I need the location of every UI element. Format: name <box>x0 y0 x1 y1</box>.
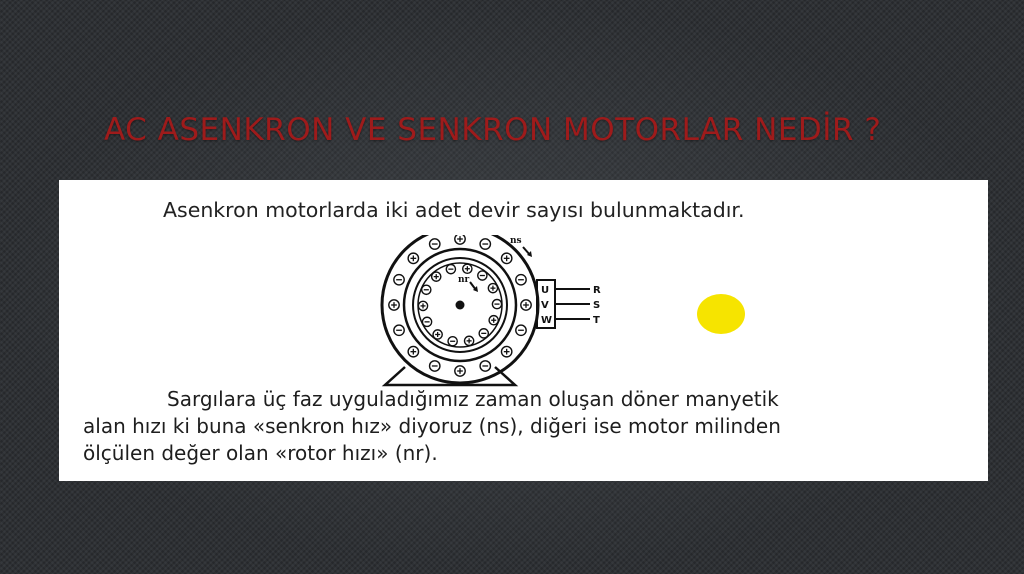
motor-diagram-svg <box>365 235 625 390</box>
content-panel <box>59 180 988 481</box>
phase-t-label: T <box>593 315 600 326</box>
terminal-u-label: U <box>541 285 550 296</box>
body-line-2: alan hızı ki buna «senkron hız» diyoruz (ns), diğeri ise motor milinden <box>83 414 781 438</box>
shaft-dot <box>456 301 465 310</box>
panel-heading: Asenkron motorlarda iki adet devir sayısı bulunmaktadır. <box>163 198 745 222</box>
terminal-w-label: W <box>541 315 553 326</box>
body-line-1: Sargılara üç faz uyguladığımız zaman oluşan döner manyetik <box>167 387 779 411</box>
terminal-v-label: V <box>541 300 549 311</box>
slide-title: AC ASENKRON VE SENKRON MOTORLAR NEDİR ? <box>104 112 882 148</box>
phase-s-label: S <box>593 300 601 311</box>
body-line-3: ölçülen değer olan «rotor hızı» (nr). <box>83 441 438 465</box>
yellow-dot <box>697 294 745 334</box>
phase-r-label: R <box>593 285 601 296</box>
nr-label: nr <box>458 275 470 285</box>
ns-label: ns <box>510 236 522 246</box>
motor-diagram <box>365 235 625 390</box>
body-paragraph <box>83 386 973 467</box>
